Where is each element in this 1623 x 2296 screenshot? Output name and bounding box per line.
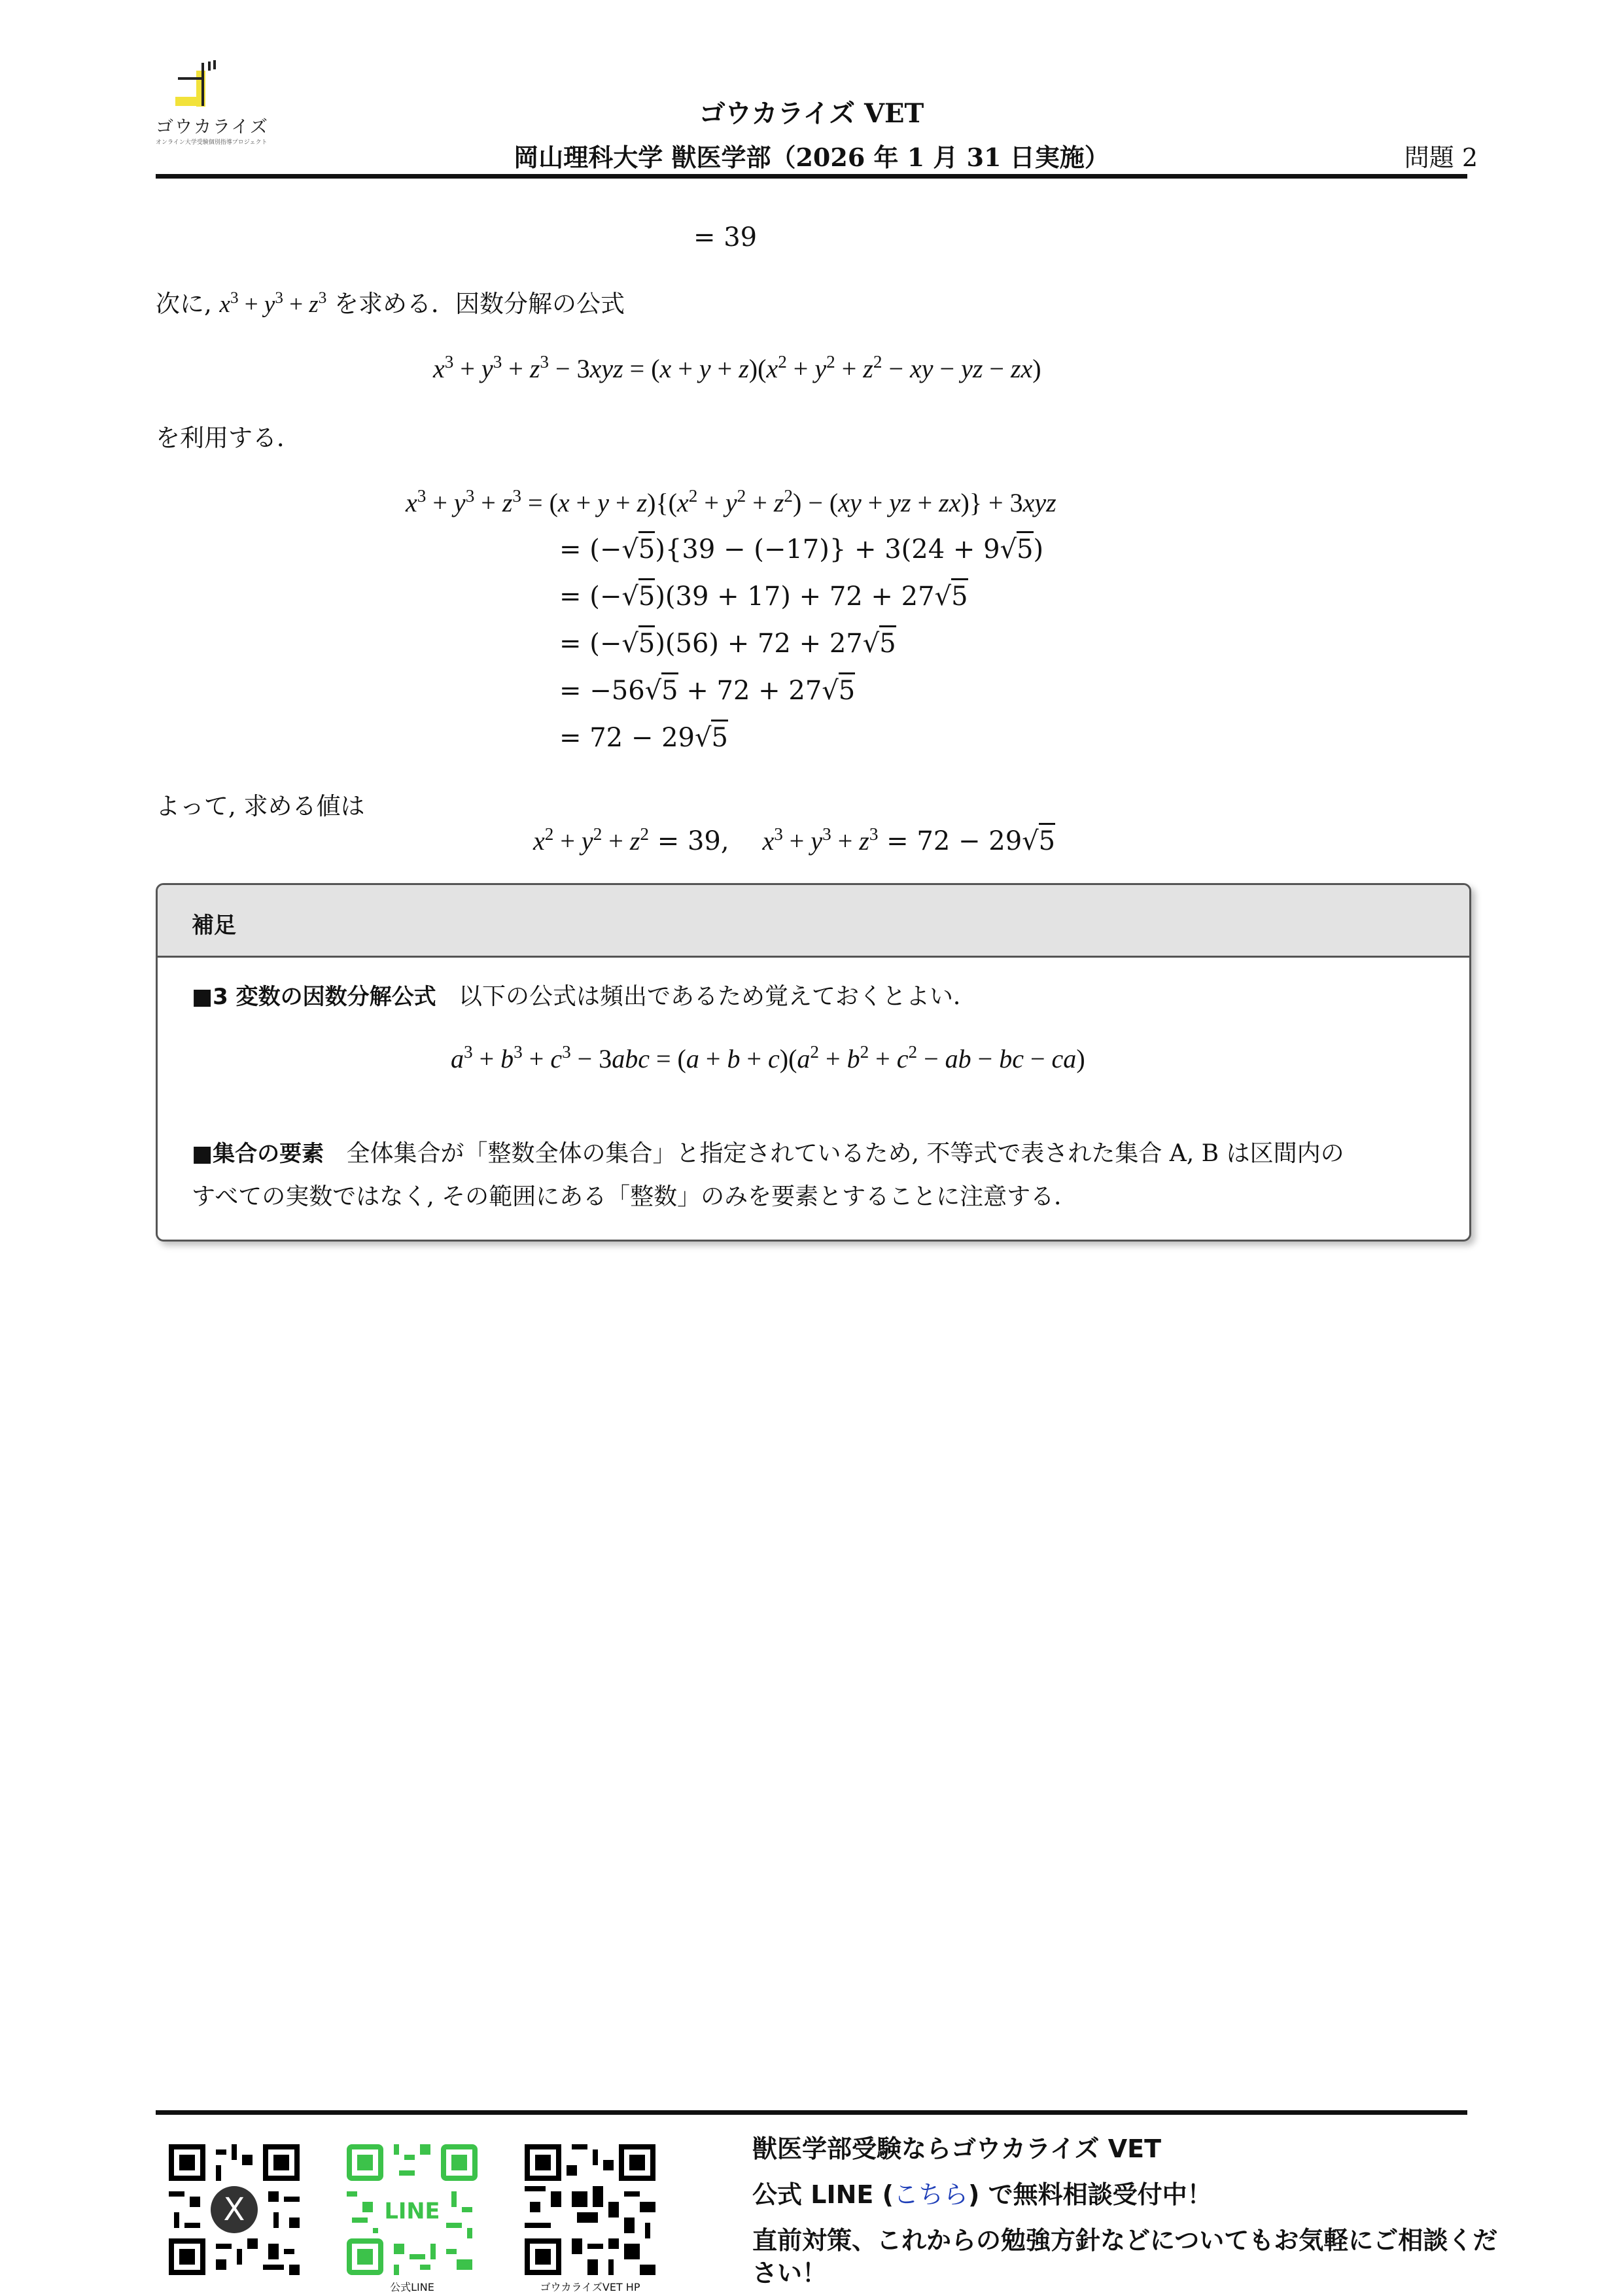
footer-rule xyxy=(156,2110,1467,2115)
paragraph-conclude: よって, 求める値は xyxy=(156,792,365,820)
footer-line-2 xyxy=(752,2172,1212,2218)
section-1-text: 以下の公式は頻出であるため覚えておくとよい． xyxy=(458,983,977,1010)
text-next-post: を求める．因数分解の公式 xyxy=(326,290,625,318)
supplement-box xyxy=(156,883,1471,1242)
answer-value-2: = 72 − 29 xyxy=(886,826,1022,856)
line-consult-link[interactable]: こちら xyxy=(893,2180,968,2209)
line-label: LINE xyxy=(384,2198,440,2224)
equation-top: = 39 xyxy=(693,222,758,252)
qr-code-line[interactable] xyxy=(347,2144,478,2275)
qr-code-x[interactable] xyxy=(169,2144,300,2275)
footer-line-1: 獣医学部受験ならゴウカライズ VET xyxy=(752,2134,1161,2163)
section-2-line-2: すべての実数ではなく, その範囲にある「整数」のみを要素とすることに注意する． xyxy=(192,1183,1078,1210)
x-logo-icon: X xyxy=(223,2191,245,2228)
factor-formula-xyz: $x^3 + y^3 + z^3 - 3xyz = (x + y + z)(x^2 + y^2 + z^2$ − xy − yz − zx) xyxy=(433,352,1041,383)
answer-value-1: = 39, xyxy=(657,826,729,856)
factor-formula-abc: $a^3 + b^3 + c^3 - 3abc = (a + b + c)(a^2 + b^2 + c^2$ − ab − bc − ca) xyxy=(451,1042,1085,1073)
logo-text: ゴウカライズ xyxy=(156,117,269,137)
footer-line-2-pre: 公式 LINE ( xyxy=(752,2180,894,2209)
footer-line-4: さい！ xyxy=(752,2259,828,2287)
footer-line-3: 直前対策、これからの勉強方針などについてもお気軽にご相談くだ xyxy=(752,2226,1498,2255)
qr-caption-line: 公式LINE xyxy=(390,2281,434,2293)
header-subtitle: 岡山理科大学 獣医学部（2026 年 1 月 31 日実施） xyxy=(514,143,1109,172)
derivation-line-6: = 72 − 29√5 xyxy=(559,723,728,753)
header-title: ゴウカライズ VET xyxy=(699,98,924,129)
header-rule xyxy=(156,174,1467,179)
footer-line-2-post: ) で無料相談受付中！ xyxy=(968,2180,1212,2209)
supplement-section-1 xyxy=(192,977,977,1017)
text-next-pre: 次に, xyxy=(156,290,220,318)
derivation-line-3: = (−√5)(39 + 17) + 72 + 27√5 xyxy=(559,582,968,612)
logo-subtext: オンライン大学受験個別指導プロジェクト xyxy=(156,139,268,146)
supplement-section-2 xyxy=(192,1134,1344,1174)
section-2-line-1: 全体集合が「整数全体の集合」と指定されているため, 不等式で表された集合 A, B は区間内の xyxy=(346,1140,1344,1167)
derivation-line-1: $x^3 + y^3 + z^3 = (x + y + z)\{(x^2 + y^2 + z^2) - (xy$ + yz + zx)} + 3xyz xyxy=(406,486,1056,517)
supplement-title: 補足 xyxy=(192,913,236,939)
section-1-title: ■3 変数の因数分解公式 xyxy=(192,984,436,1010)
section-2-title: ■集合の要素 xyxy=(192,1141,324,1167)
paragraph-next: 次に, $x^3 + y^3 + z^3$ を求める．因数分解の公式 xyxy=(156,289,625,318)
paragraph-use: を利用する． xyxy=(156,424,301,452)
final-answer: $x^2 + y^2 + z^2 = 39$, $x^3 + y^3 + z^3 = 72 - 29√5$ xyxy=(533,826,1055,856)
problem-number: 問題 2 xyxy=(1404,143,1478,172)
qr-code-homepage[interactable] xyxy=(525,2144,655,2275)
qr-caption-homepage: ゴウカライズVET HP xyxy=(540,2281,640,2293)
supplement-header xyxy=(158,885,1469,958)
derivation-line-4: = (−√5)(56) + 72 + 27√5 xyxy=(559,629,896,659)
derivation-line-5: = −56√5 + 72 + 27√5 xyxy=(559,676,855,706)
derivation-line-2: = (−√5){39 − (−17)} + 3(24 + 9√5) xyxy=(559,534,1043,565)
